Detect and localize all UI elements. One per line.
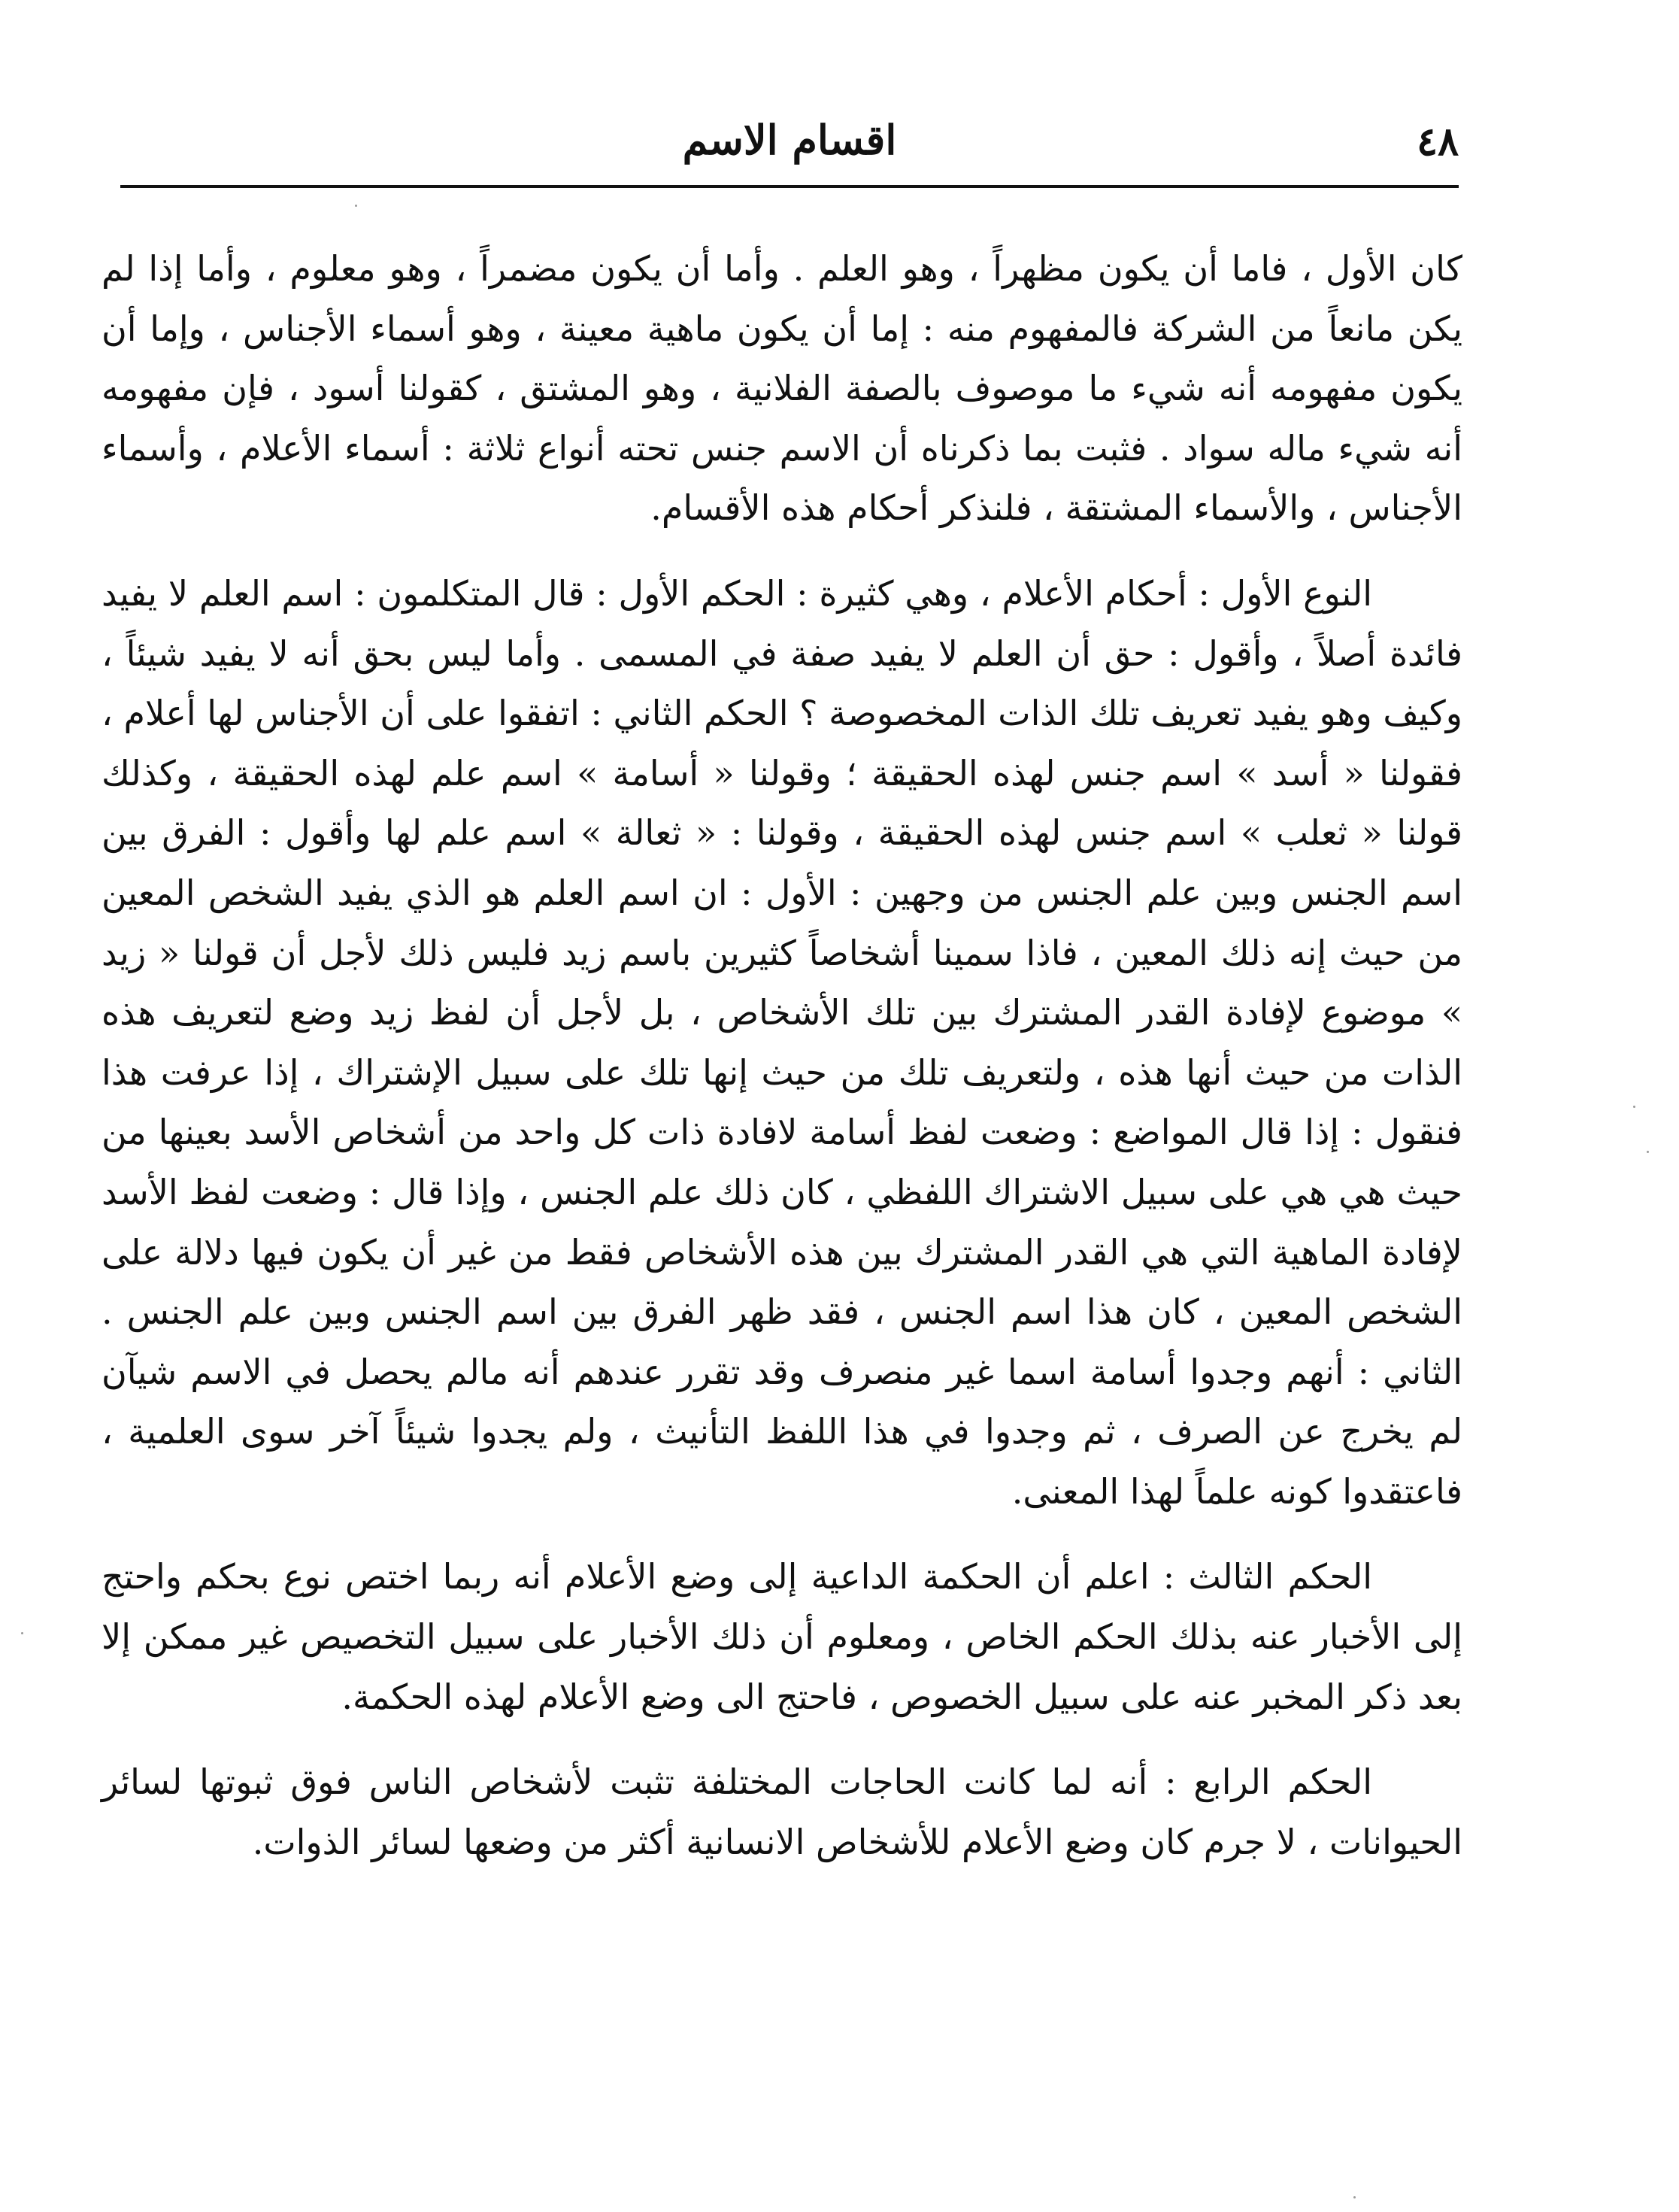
scan-speck — [21, 1632, 23, 1634]
paragraph-2: النوع الأول : أحكام الأعلام ، وهي كثيرة : الحكم الأول : قال المتكلمون : اسم العلم لا يفيد فائدة أصلاً ، وأقول : حق أن العلم لا يفيد صفة في المسمى . وأما ليس بحق أنه لا يفيد شيئاً ، وكيف وهو يفيد تعريف تلك الذات المخصوصة ؟ الحكم الثاني : اتفقوا على أن الأجناس لها أعلام ، فقولنا « أسد » اسم جنس لهذه الحقيقة ؛ وقولنا « أسامة » اسم علم لهذه الحقيقة ، وكذلك قولنا « ثعلب » اسم جنس لهذه الحقيقة ، وقولنا : « ثعالة » اسم علم لها وأقول : الفرق بين اسم الجنس وبين علم الجنس من وجهين : الأول : ان اسم العلم هو الذي يفيد الشخص المعين من حيث إنه ذلك المعين ، فاذا سمينا أشخاصاً كثيرين باسم زيد فليس ذلك لأجل أن قولنا « زيد » موضوع لإفادة القدر المشترك بين تلك الأشخاص ، بل لأجل أن لفظ زيد وضع لتعريف هذه الذات من حيث أنها هذه ، ولتعريف تلك من حيث إنها تلك على سبيل الإشتراك ، إذا عرفت هذا فنقول : إذا قال المواضع : وضعت لفظ أسامة لافادة ذات كل واحد من أشخاص الأسد بعينها من حيث هي هي على سبيل الاشتراك اللفظي ، كان ذلك علم الجنس ، وإذا قال : وضعت لفظ الأسد لإفادة الماهية التي هي القدر المشترك بين هذه الأشخاص فقط من غير أن يكون فيها دلالة على الشخص المعين ، كان هذا اسم الجنس ، فقد ظهر الفرق بين اسم الجنس وبين علم الجنس . الثاني : أنهم وجدوا أسامة اسما غير منصرف وقد تقرر عندهم أنه مالم يحصل في الاسم شيآن لم يخرج عن الصرف ، ثم وجدوا في هذا اللفظ التأنيث ، ولم يجدوا شيئاً آخر سوى العلمية ، فاعتقدوا كونه علماً لهذا المعنى. — [102, 572, 1462, 1512]
scan-speck — [1633, 1106, 1635, 1108]
scan-speck — [1647, 1151, 1649, 1153]
page-header — [120, 113, 1459, 188]
page-number: ٤٨ — [1417, 119, 1459, 165]
paragraph-4: الحكم الرابع : أنه لما كانت الحاجات المختلفة تثبت لأشخاص الناس فوق ثبوتها لسائر الحيوانات ، لا جرم كان وضع الأعلام للأشخاص الانسانية أكثر من وضعها لسائر الذوات. — [102, 1761, 1462, 1862]
header-rule — [120, 185, 1459, 188]
paragraph-3: الحكم الثالث : اعلم أن الحكمة الداعية إلى وضع الأعلام أنه ربما اختص نوع بحكم واحتج إلى الأخبار عنه بذلك الحكم الخاص ، ومعلوم أن ذلك الأخبار على سبيل التخصيص غير ممكن إلا بعد ذكر المخبر عنه على سبيل الخصوص ، فاحتج الى وضع الأعلام لهذه الحكمة. — [102, 1556, 1462, 1717]
scan-speck — [1353, 2196, 1356, 2198]
running-title: اقسام الاسم — [682, 116, 897, 164]
body-text — [102, 239, 1462, 1872]
paragraph-1: كان الأول ، فاما أن يكون مظهراً ، وهو العلم . وأما أن يكون مضمراً ، وهو معلوم ، وأما إذا لم يكن مانعاً من الشركة فالمفهوم منه : إما أن يكون ماهية معينة ، وهو أسماء الأجناس ، وإما أن يكون مفهومه أنه شيء ما موصوف بالصفة الفلانية ، وهو المشتق ، كقولنا أسود ، فإن مفهومه أنه شيء ماله سواد . فثبت بما ذكرناه أن الاسم جنس تحته أنواع ثلاثة : أسماء الأعلام ، وأسماء الأجناس ، والأسماء المشتقة ، فلنذكر أحكام هذه الأقسام. — [102, 248, 1463, 529]
scan-speck — [355, 205, 357, 207]
